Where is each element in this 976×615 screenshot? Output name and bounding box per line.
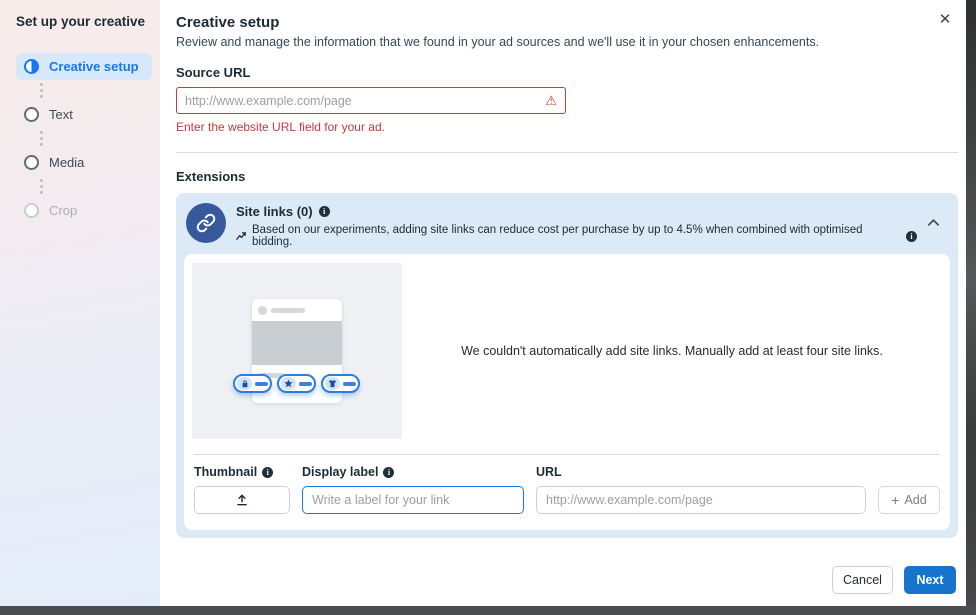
- url-label: URL: [536, 465, 562, 479]
- thumbnail-group: [194, 465, 290, 514]
- main-panel: [160, 0, 966, 606]
- info-icon[interactable]: i: [383, 467, 394, 478]
- mock-image-block: [252, 321, 342, 365]
- source-url-label: Source URL: [176, 65, 251, 80]
- source-url-field-wrap: [176, 87, 566, 114]
- sidebar-item-creative-setup[interactable]: [16, 53, 152, 80]
- modal-footer: [176, 558, 958, 596]
- site-links-header[interactable]: [184, 198, 950, 254]
- source-url-error: Enter the website URL field for your ad.: [176, 120, 385, 134]
- step-circle-icon: [24, 107, 39, 122]
- sidebar-title: Set up your creative: [16, 14, 146, 29]
- mock-pill-shirt: [321, 374, 360, 393]
- close-icon[interactable]: ✕: [934, 8, 956, 30]
- trend-icon: [236, 231, 247, 242]
- steps-sidebar: [0, 0, 160, 606]
- sidebar-item-text[interactable]: [16, 101, 152, 128]
- display-label-label: Display label: [302, 465, 379, 479]
- link-icon: [186, 203, 226, 243]
- upload-icon: [235, 493, 249, 507]
- site-link-url-input[interactable]: [536, 486, 866, 514]
- site-links-title: Site links (0): [236, 204, 313, 219]
- pill-dash: [299, 382, 312, 386]
- window-edge-bottom: [0, 606, 976, 615]
- site-links-panel: [176, 193, 958, 538]
- step-circle-icon: [24, 203, 39, 218]
- plus-icon: +: [891, 492, 900, 508]
- add-button-label: Add: [904, 493, 927, 507]
- info-icon[interactable]: i: [319, 206, 330, 217]
- page-subtitle: Review and manage the information that we found in your ad sources and we'll use it in your chosen enhancements.: [176, 35, 820, 49]
- cancel-button[interactable]: Cancel: [832, 566, 893, 594]
- window-edge-right: [966, 0, 976, 615]
- site-links-card: [184, 254, 950, 530]
- shirt-icon: [325, 377, 340, 390]
- pill-dash: [255, 382, 268, 386]
- mock-sitelink-pills: [233, 374, 360, 393]
- site-links-preview-illustration: [192, 263, 402, 439]
- site-links-benefit-text: Based on our experiments, adding site links can reduce cost per purchase by up to 4.5% when combined with optimised bidding.: [252, 224, 863, 248]
- star-icon: [281, 377, 296, 390]
- step-active-icon: [24, 59, 39, 74]
- section-divider: [176, 152, 958, 153]
- page-title: Creative setup: [176, 14, 280, 31]
- sidebar-item-label: Media: [49, 155, 85, 170]
- url-group: [536, 465, 866, 514]
- site-links-empty-message: We couldn't automatically add site links. Manually add at least four site links.: [461, 344, 883, 358]
- thumbnail-label: Thumbnail: [194, 465, 258, 479]
- add-site-link-button[interactable]: [878, 486, 940, 514]
- source-url-input[interactable]: [185, 94, 545, 108]
- thumbnail-upload-button[interactable]: [194, 486, 290, 514]
- step-circle-icon: [24, 155, 39, 170]
- sidebar-item-label: Creative setup: [49, 59, 139, 74]
- pill-dash: [343, 382, 356, 386]
- step-connector: [40, 131, 152, 146]
- mock-avatar: [258, 306, 267, 315]
- site-link-form: [192, 455, 942, 522]
- step-connector: [40, 179, 152, 194]
- sidebar-item-crop[interactable]: [16, 197, 152, 224]
- mock-text-line: [271, 308, 305, 313]
- warning-icon: ⚠: [545, 93, 557, 108]
- chevron-up-icon[interactable]: [927, 215, 940, 230]
- bag-icon: [237, 377, 252, 390]
- ad-mockup: [252, 299, 342, 403]
- site-links-header-text: [236, 203, 917, 248]
- next-button[interactable]: Next: [904, 566, 956, 594]
- display-label-input[interactable]: [302, 486, 524, 514]
- info-icon[interactable]: i: [262, 467, 273, 478]
- extensions-section-label: Extensions: [176, 169, 246, 184]
- sidebar-item-label: Text: [49, 107, 73, 122]
- sidebar-item-media[interactable]: [16, 149, 152, 176]
- sidebar-item-label: Crop: [49, 203, 78, 218]
- display-label-group: [302, 465, 524, 514]
- info-icon[interactable]: i: [906, 231, 917, 242]
- mock-pill-bag: [233, 374, 272, 393]
- step-connector: [40, 83, 152, 98]
- mock-pill-star: [277, 374, 316, 393]
